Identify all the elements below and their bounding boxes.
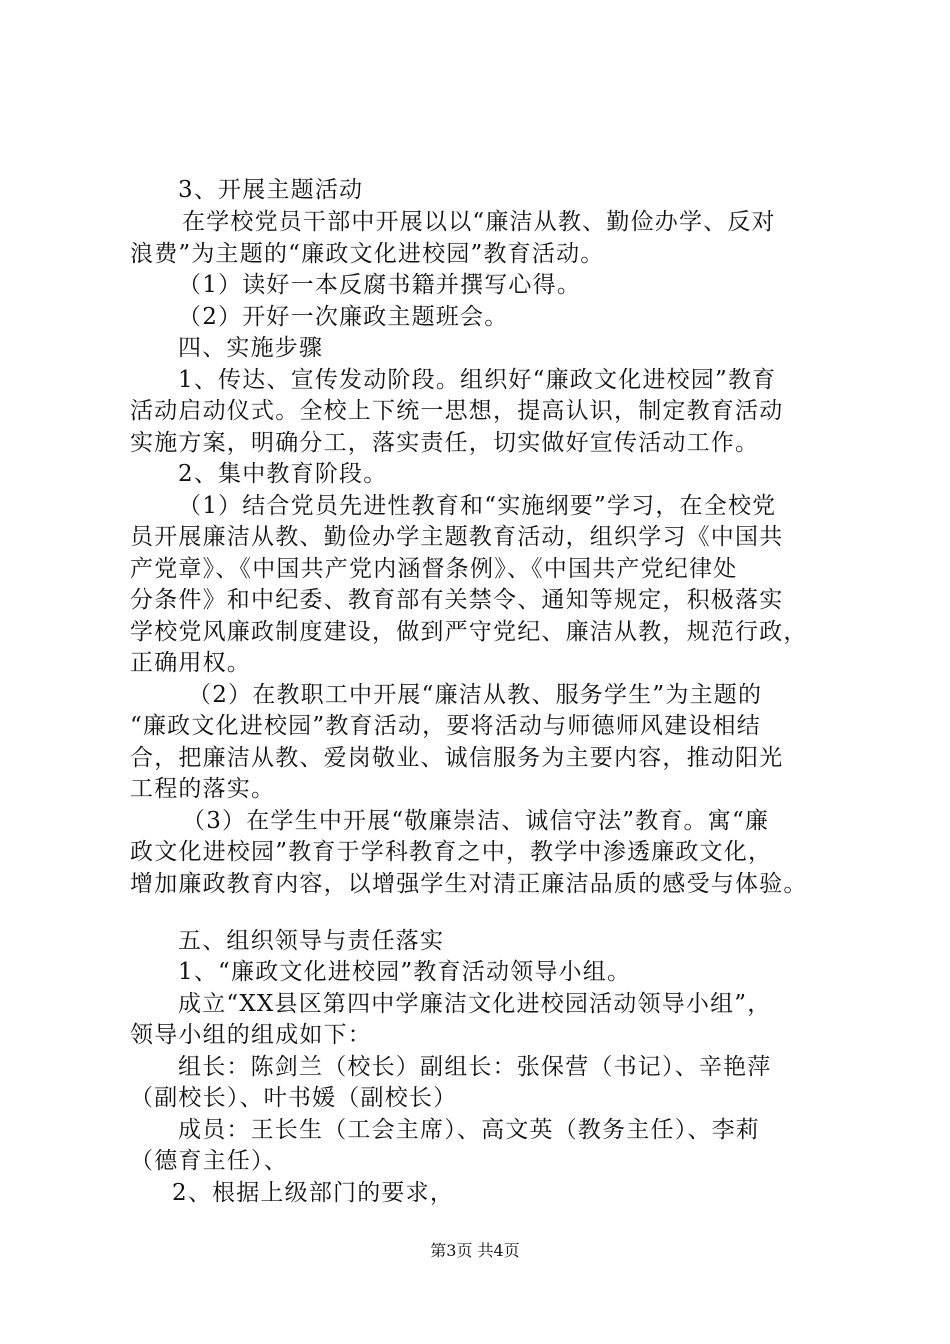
paragraph-line: （德育主任）、: [130, 1148, 288, 1174]
paragraph-line: 成员：王长生（工会主席）、高文英（教务主任）、李莉: [178, 1117, 760, 1143]
paragraph-line: 分条件》和中纪委、教育部有关禁令、通知等规定，积极落实: [130, 587, 784, 613]
paragraph-line: 员开展廉洁从教、勤俭办学主题教育活动，组织学习《中国共: [130, 524, 784, 550]
paragraph-line: （副校长）、叶书媛（副校长）: [130, 1085, 458, 1111]
section-heading-organization: 五、组织领导与责任落实: [178, 928, 445, 954]
list-item: （2）开好一次廉政主题班会。: [178, 304, 509, 330]
paragraph-line: “廉政文化进校园”教育活动，要将活动与师德师风建设相结: [130, 713, 761, 739]
paragraph-line: 学校党风廉政制度建设，做到严守党纪、廉洁从教，规范行政，: [130, 619, 808, 645]
paragraph-line: 1、传达、宣传发动阶段。组织好“廉政文化进校园”教育: [178, 367, 777, 393]
paragraph-line: 合，把廉洁从教、爱岗敬业、诚信服务为主要内容，推动阳光: [130, 745, 784, 771]
paragraph-line: 产党章》、《中国共产党内涵督条例》、《中国共产党纪律处: [130, 556, 738, 582]
heading-theme-activities: 3、开展主题活动: [178, 177, 364, 203]
paragraph-line: 政文化进校园”教育于学科教育之中，教学中渗透廉政文化，: [130, 839, 773, 865]
paragraph-line: 增加廉政教育内容，以增强学生对清正廉洁品质的感受与体验。: [130, 871, 808, 897]
paragraph-line: （2）在教职工中开展“廉洁从教、服务学生”为主题的: [188, 682, 763, 708]
paragraph-line: 浪费”为主题的“廉政文化进校园”教育活动。: [130, 241, 605, 267]
paragraph-line: 1、“廉政文化进校园”教育活动领导小组。: [178, 959, 632, 985]
paragraph-line: （3）在学生中开展“敬廉崇洁、诚信守法”教育。寓“廉: [182, 808, 770, 834]
paragraph-line: （1）结合党员先进性教育和“实施纲要”学习，在全校党: [178, 493, 777, 519]
section-heading-implementation-steps: 四、实施步骤: [178, 335, 324, 361]
paragraph-line: 在学校党员干部中开展以以“廉洁从教、勤俭办学、反对: [182, 209, 776, 235]
paragraph-line: 实施方案，明确分工，落实责任，切实做好宣传活动工作。: [130, 430, 760, 456]
paragraph-line: 活动启动仪式。全校上下统一思想，提高认识，制定教育活动: [130, 398, 784, 424]
page-number-footer: 第3页 共4页: [430, 1241, 520, 1260]
paragraph-line: 正确用权。: [130, 650, 251, 676]
paragraph-line: 2、根据上级部门的要求，: [172, 1180, 455, 1206]
paragraph-line: 组长：陈剑兰（校长）副组长：张保营（书记）、辛艳萍: [178, 1054, 772, 1080]
paragraph-line: 工程的落实。: [130, 776, 276, 802]
paragraph-line: 领导小组的组成如下：: [130, 1022, 372, 1048]
paragraph-line: 2、集中教育阶段。: [178, 461, 388, 487]
list-item: （1）读好一本反腐书籍并撰写心得。: [178, 272, 582, 298]
paragraph-line: 成立“XX县区第四中学廉洁文化进校园活动领导小组”，: [178, 991, 772, 1017]
